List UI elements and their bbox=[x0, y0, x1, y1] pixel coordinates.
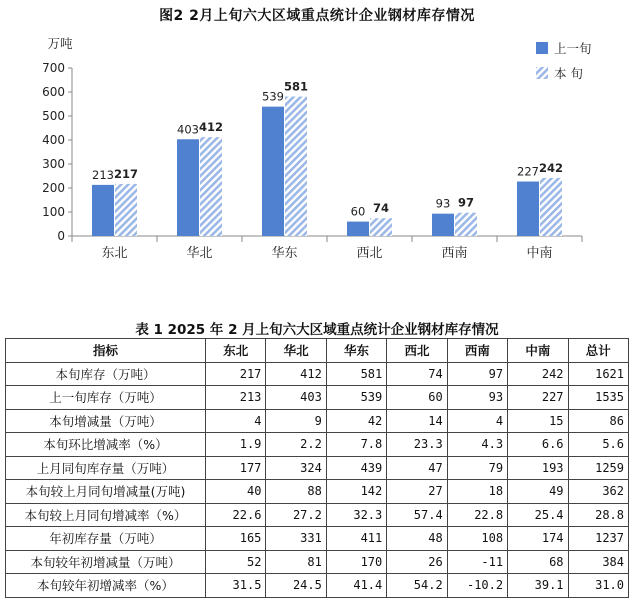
table-row bbox=[6, 456, 629, 480]
bar-data-label: 74 bbox=[372, 201, 390, 216]
y-tick-label: 0 bbox=[57, 229, 65, 243]
y-axis-unit-label: 万吨 bbox=[47, 36, 73, 51]
table-row bbox=[6, 362, 629, 386]
table-row bbox=[6, 550, 629, 574]
bar-data-label: 227 bbox=[517, 164, 539, 179]
column-header: 中南 bbox=[508, 339, 568, 363]
bar-current-dekad bbox=[540, 178, 562, 236]
table-cell: 79 bbox=[447, 456, 507, 480]
table-cell: 539 bbox=[326, 386, 386, 410]
table-row bbox=[6, 480, 629, 504]
column-header: 华北 bbox=[266, 339, 326, 363]
table-row bbox=[6, 574, 629, 598]
table-cell: 22.8 bbox=[447, 503, 507, 527]
inventory-table bbox=[5, 338, 629, 598]
bar-data-label: 217 bbox=[113, 166, 139, 181]
table-cell: 52 bbox=[206, 550, 266, 574]
table-cell: 47 bbox=[387, 456, 447, 480]
table-cell: 39.1 bbox=[508, 574, 568, 598]
table-cell: 6.6 bbox=[508, 433, 568, 457]
row-label: 年初库存量（万吨） bbox=[6, 527, 206, 551]
table-title: 表 1 2025 年 2 月上旬六大区域重点统计企业钢材库存情况 bbox=[135, 322, 499, 338]
table-cell: 15 bbox=[508, 409, 568, 433]
x-tick-label: 华北 bbox=[186, 246, 213, 261]
table-cell: 26 bbox=[387, 550, 447, 574]
table-cell: 5.6 bbox=[568, 433, 628, 457]
y-tick-label: 400 bbox=[42, 133, 65, 147]
inventory-bar-chart bbox=[0, 28, 634, 278]
bar-previous-dekad bbox=[92, 185, 114, 236]
bar-previous-dekad bbox=[347, 222, 369, 236]
table-row bbox=[6, 433, 629, 457]
figure-title: 图2 2月上旬六大区域重点统计企业钢材库存情况 bbox=[159, 8, 475, 24]
table-cell: 165 bbox=[206, 527, 266, 551]
row-label: 上月同旬库存量（万吨） bbox=[6, 456, 206, 480]
x-tick-label: 东北 bbox=[101, 246, 128, 261]
table-cell: 1535 bbox=[568, 386, 628, 410]
bar-previous-dekad bbox=[177, 139, 199, 236]
y-tick-label: 600 bbox=[42, 85, 65, 99]
table-cell: 88 bbox=[266, 480, 326, 504]
table-cell: 42 bbox=[326, 409, 386, 433]
table-cell: 28.8 bbox=[568, 503, 628, 527]
table-cell: 31.0 bbox=[568, 574, 628, 598]
table-cell: 31.5 bbox=[206, 574, 266, 598]
row-label: 本旬较上月同旬增减率（%） bbox=[6, 503, 206, 527]
table-cell: 74 bbox=[387, 362, 447, 386]
row-label: 上一旬库存（万吨） bbox=[6, 386, 206, 410]
table-cell: 412 bbox=[266, 362, 326, 386]
table-cell: 227 bbox=[508, 386, 568, 410]
table-cell: 217 bbox=[206, 362, 266, 386]
table-cell: 81 bbox=[266, 550, 326, 574]
bar-data-label: 97 bbox=[457, 195, 475, 210]
table-cell: 108 bbox=[447, 527, 507, 551]
column-header-indicator: 指标 bbox=[6, 339, 206, 363]
legend-swatch bbox=[536, 42, 548, 54]
bar-current-dekad bbox=[455, 213, 477, 236]
bar-data-label: 539 bbox=[262, 89, 284, 104]
table-cell: 86 bbox=[568, 409, 628, 433]
y-tick-label: 300 bbox=[42, 157, 65, 171]
table-cell: 27 bbox=[387, 480, 447, 504]
table-cell: 97 bbox=[447, 362, 507, 386]
row-label: 本旬较上月同旬增减量(万吨) bbox=[6, 480, 206, 504]
table-row bbox=[6, 409, 629, 433]
bar-current-dekad bbox=[200, 137, 222, 236]
bar-data-label: 581 bbox=[283, 79, 309, 94]
table-cell: 41.4 bbox=[326, 574, 386, 598]
table-cell: 439 bbox=[326, 456, 386, 480]
y-tick-label: 200 bbox=[42, 181, 65, 195]
table-cell: 7.8 bbox=[326, 433, 386, 457]
table-row bbox=[6, 386, 629, 410]
table-cell: 4 bbox=[447, 409, 507, 433]
bar-data-label: 93 bbox=[435, 196, 451, 211]
bar-current-dekad bbox=[285, 97, 307, 236]
x-tick-label: 华东 bbox=[271, 246, 298, 261]
column-header: 东北 bbox=[206, 339, 266, 363]
column-header: 西南 bbox=[447, 339, 507, 363]
table-cell: 14 bbox=[387, 409, 447, 433]
x-tick-label: 西南 bbox=[441, 246, 468, 261]
bar-current-dekad bbox=[115, 184, 137, 236]
row-label: 本旬库存（万吨） bbox=[6, 362, 206, 386]
table-cell: 174 bbox=[508, 527, 568, 551]
legend-label: 上一旬 bbox=[554, 41, 592, 56]
row-label: 本旬增减量（万吨） bbox=[6, 409, 206, 433]
column-header: 西北 bbox=[387, 339, 447, 363]
table-cell: 2.2 bbox=[266, 433, 326, 457]
bar-previous-dekad bbox=[262, 107, 284, 236]
bar-previous-dekad bbox=[517, 182, 539, 236]
table-cell: 54.2 bbox=[387, 574, 447, 598]
table-cell: 403 bbox=[266, 386, 326, 410]
table-cell: 4.3 bbox=[447, 433, 507, 457]
table-cell: 68 bbox=[508, 550, 568, 574]
table-cell: 177 bbox=[206, 456, 266, 480]
column-header: 华东 bbox=[326, 339, 386, 363]
table-cell: 362 bbox=[568, 480, 628, 504]
y-tick-label: 700 bbox=[42, 61, 65, 75]
table-cell: 23.3 bbox=[387, 433, 447, 457]
table-cell: 48 bbox=[387, 527, 447, 551]
bar-current-dekad bbox=[370, 218, 392, 236]
table-cell: 331 bbox=[266, 527, 326, 551]
y-tick-label: 100 bbox=[42, 205, 65, 219]
bar-data-label: 403 bbox=[177, 122, 199, 137]
table-cell: 411 bbox=[326, 527, 386, 551]
table-cell: 213 bbox=[206, 386, 266, 410]
row-label: 本旬较年初增减量（万吨） bbox=[6, 550, 206, 574]
table-cell: 57.4 bbox=[387, 503, 447, 527]
table-cell: 384 bbox=[568, 550, 628, 574]
table-cell: -11 bbox=[447, 550, 507, 574]
bar-data-label: 213 bbox=[92, 167, 114, 182]
table-cell: 1.9 bbox=[206, 433, 266, 457]
bar-data-label: 60 bbox=[350, 204, 366, 219]
table-header-row bbox=[6, 339, 629, 363]
table-cell: 9 bbox=[266, 409, 326, 433]
table-cell: 40 bbox=[206, 480, 266, 504]
table-cell: 49 bbox=[508, 480, 568, 504]
x-tick-label: 中南 bbox=[526, 246, 553, 261]
table-cell: 22.6 bbox=[206, 503, 266, 527]
legend-label: 本 旬 bbox=[554, 66, 583, 81]
table-cell: 32.3 bbox=[326, 503, 386, 527]
table-cell: 242 bbox=[508, 362, 568, 386]
table-cell: 18 bbox=[447, 480, 507, 504]
column-header: 总计 bbox=[568, 339, 628, 363]
bar-previous-dekad bbox=[432, 214, 454, 236]
row-label: 本旬环比增减率（%） bbox=[6, 433, 206, 457]
table-row bbox=[6, 503, 629, 527]
table-cell: 93 bbox=[447, 386, 507, 410]
row-label: 本旬较年初增减率（%） bbox=[6, 574, 206, 598]
bar-data-label: 412 bbox=[198, 120, 224, 135]
table-cell: 1621 bbox=[568, 362, 628, 386]
table-cell: 24.5 bbox=[266, 574, 326, 598]
legend-swatch bbox=[536, 67, 548, 79]
table-cell: 1259 bbox=[568, 456, 628, 480]
table-cell: -10.2 bbox=[447, 574, 507, 598]
y-tick-label: 500 bbox=[42, 109, 65, 123]
table-cell: 170 bbox=[326, 550, 386, 574]
table-row bbox=[6, 527, 629, 551]
table-cell: 25.4 bbox=[508, 503, 568, 527]
table-cell: 1237 bbox=[568, 527, 628, 551]
bar-data-label: 242 bbox=[538, 160, 564, 175]
table-cell: 142 bbox=[326, 480, 386, 504]
table-cell: 4 bbox=[206, 409, 266, 433]
table-cell: 581 bbox=[326, 362, 386, 386]
table-cell: 27.2 bbox=[266, 503, 326, 527]
table-cell: 193 bbox=[508, 456, 568, 480]
x-tick-label: 西北 bbox=[356, 246, 383, 261]
table-cell: 60 bbox=[387, 386, 447, 410]
table-cell: 324 bbox=[266, 456, 326, 480]
